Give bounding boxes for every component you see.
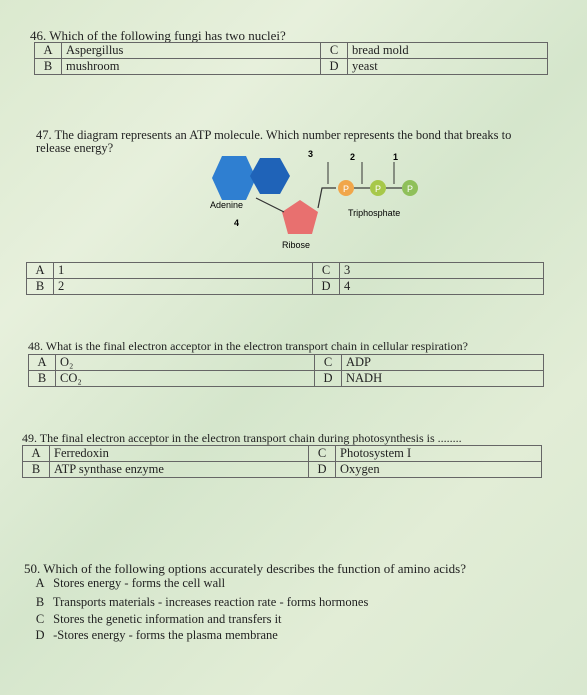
q49-option-a-text[interactable]: Ferredoxin [50,446,309,462]
q49-options-table [22,445,542,478]
q47-option-c-letter[interactable]: C [313,263,340,279]
phosphate-label-1: P [343,184,350,194]
q46-text: 46. Which of the following fungi has two nuclei? [30,28,286,43]
q49-option-c-letter[interactable]: C [309,446,336,462]
q47-option-d-text[interactable]: 4 [340,279,544,295]
q48-option-b-letter[interactable]: B [29,371,56,387]
q46-options-table [34,42,548,75]
q47-text-line1: 47. The diagram represents an ATP molecule. Which number represents the bond that breaks to [36,128,512,142]
q48-option-a-letter[interactable]: A [29,355,56,371]
q46-option-d-letter[interactable]: D [321,59,348,75]
adenine-label: Adenine [210,200,244,210]
q50-option-d-text: -Stores energy - forms the plasma membrane [53,628,278,642]
q48-option-a-text[interactable]: O₂ [56,355,315,371]
ribose-phosphate-bond [318,188,336,208]
q50-option-b-text: Transports materials - increases reaction rate - forms hormones [52,595,369,609]
q50-option-b[interactable] [30,595,368,610]
q48-options-table [28,354,544,387]
q47-option-b-text[interactable]: 2 [54,279,313,295]
q50-option-b-letter: B [35,595,45,609]
number-4-label: 4 [234,218,240,228]
q46-option-a-letter[interactable]: A [35,43,62,59]
phosphate-label-2: P [375,184,382,194]
q46-option-d-text[interactable]: yeast [348,59,548,75]
ribose-label: Ribose [282,240,311,250]
q47-options-table [26,262,544,295]
q50-option-c-text: Stores the genetic information and transfers it [53,612,282,626]
q50-option-a-letter: A [35,576,45,590]
q46-option-c-letter[interactable]: C [321,43,348,59]
q47-option-d-letter[interactable]: D [313,279,340,295]
adenine-hexagon-left [212,156,256,200]
q50-option-c[interactable] [30,612,282,627]
q48-option-b-text[interactable]: CO₂ [56,371,315,387]
q46-option-b-text[interactable]: mushroom [62,59,321,75]
adenine-ribose-bond [256,198,284,212]
q46-option-c-text[interactable]: bread mold [348,43,548,59]
q50-option-a-text: Stores energy - forms the cell wall [53,576,226,590]
q49-option-d-text[interactable]: Oxygen [336,462,542,478]
q47-option-c-text[interactable]: 3 [340,263,544,279]
q48-option-d-letter[interactable]: D [315,371,342,387]
q49-option-c-text[interactable]: Photosystem I [336,446,542,462]
phosphate-label-3: P [407,184,414,194]
number-1-label: 1 [393,152,399,162]
q46-option-a-text[interactable]: Aspergillus [62,43,321,59]
q50-option-a[interactable] [30,576,225,591]
q48-option-c-letter[interactable]: C [315,355,342,371]
q48-option-c-text[interactable]: ADP [342,355,544,371]
q50-option-d[interactable] [30,628,278,643]
number-3-label: 3 [308,149,314,159]
q48-option-d-text[interactable]: NADH [342,371,544,387]
adenine-hexagon-right [250,158,290,194]
q46-option-b-letter[interactable]: B [35,59,62,75]
triphosphate-label: Triphosphate [348,208,401,218]
q49-text: 49. The final electron acceptor in the electron transport chain during photosynthesis is ........ [22,431,462,445]
q47-option-a-letter[interactable]: A [27,263,54,279]
q49-option-d-letter[interactable]: D [309,462,336,478]
atp-diagram [200,148,440,258]
number-2-label: 2 [350,152,356,162]
q49-option-b-text[interactable]: ATP synthase enzyme [50,462,309,478]
q47-option-a-text[interactable]: 1 [54,263,313,279]
q49-option-b-letter[interactable]: B [23,462,50,478]
q47-text-line2: release energy? [36,141,114,155]
q50-option-d-letter: D [35,628,45,642]
ribose-pentagon [282,200,318,234]
q50-text: 50. Which of the following options accurately describes the function of amino acids? [24,561,466,576]
q48-text: 48. What is the final electron acceptor in the electron transport chain in cellular respiration? [28,339,468,353]
q47-option-b-letter[interactable]: B [27,279,54,295]
q49-option-a-letter[interactable]: A [23,446,50,462]
q50-option-c-letter: C [35,612,45,626]
